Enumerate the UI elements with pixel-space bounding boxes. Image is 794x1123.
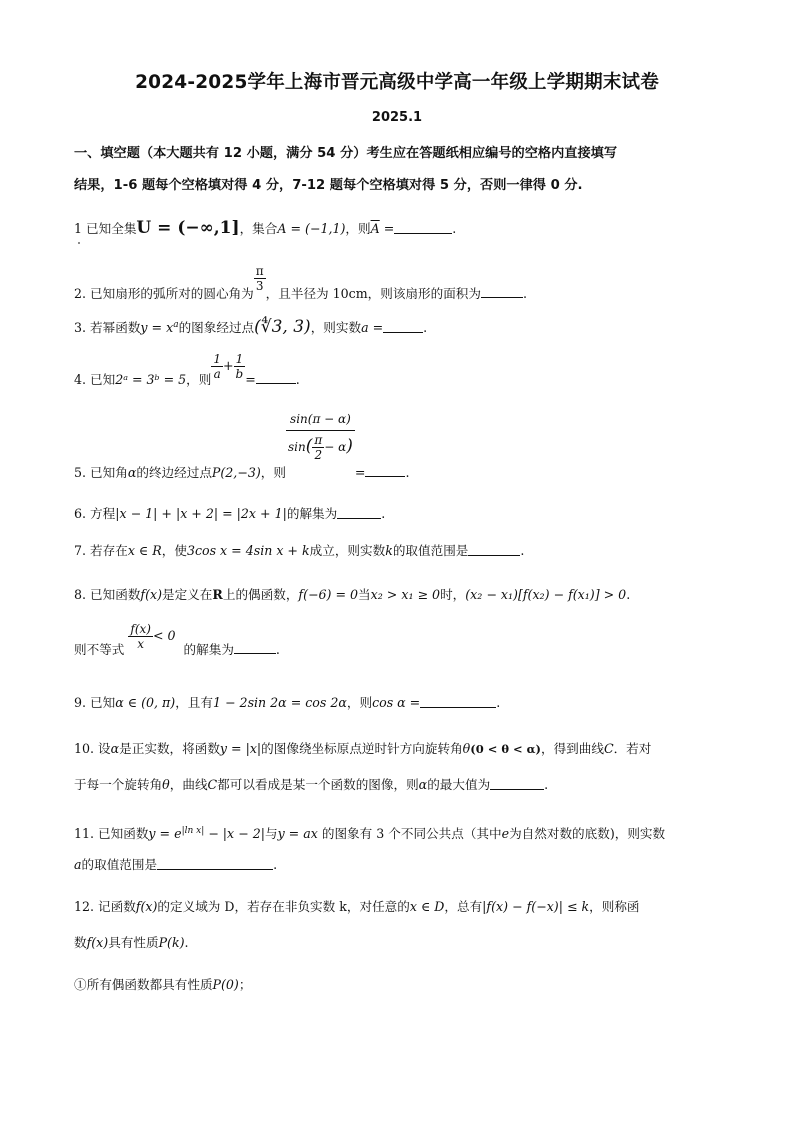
math-fraction [312, 433, 324, 462]
question-text: ，集合 [239, 221, 278, 236]
question-text: 数 [74, 935, 87, 950]
math-expression: y = |x| [219, 741, 262, 756]
question-12-line-2 [74, 934, 734, 952]
question-text: 是正实数，将函数 [119, 741, 220, 756]
math-symbol: k [385, 543, 393, 558]
math-function: sin [287, 440, 306, 454]
question-text: 成立，则实数 [309, 543, 386, 558]
question-text: 的解集为 [286, 506, 338, 521]
question-text: ，则称函 [589, 899, 640, 914]
section-line-2: 结果，1-6 题每个空格填对得 4 分，7-12 题每个空格填对得 5 分，否则一律得 0 分. [74, 178, 583, 193]
math-expression: x ∈ D [409, 899, 445, 914]
math-expression: α ∈ (0, π) [115, 695, 176, 710]
fraction-denominator: b [235, 367, 244, 381]
question-9 [74, 694, 734, 712]
math-expression: P(k) [158, 935, 185, 950]
question-text: 设 [98, 741, 111, 756]
question-4 [74, 352, 734, 389]
math-symbol: α [110, 741, 120, 756]
question-number: 1 [74, 221, 83, 236]
question-text: 已知全集 [86, 221, 137, 236]
math-expression: x ∈ R [127, 543, 162, 558]
answer-blank[interactable] [420, 695, 496, 708]
fraction-numerator: f(x) [130, 622, 151, 636]
question-11-line-2 [74, 856, 734, 874]
question-text: ，曲线 [169, 777, 208, 792]
question-10 [74, 740, 734, 758]
exam-title: 2024-2025学年上海市晋元高级中学高一年级上学期期末试卷 [135, 72, 659, 93]
math-operator: + [222, 358, 234, 373]
question-text: 是定义在 [162, 587, 213, 602]
answer-blank[interactable] [394, 221, 452, 234]
math-expression: a = [361, 320, 384, 336]
fraction-denominator: a [211, 366, 223, 381]
question-text: 都可以看成是某一个函数的图像，则 [217, 777, 419, 792]
question-text: 具有性质 [108, 935, 159, 950]
math-inequality: (x₂ − x₁)[f(x₂) − f(x₁)] > 0 [465, 587, 627, 602]
question-12 [74, 898, 734, 916]
math-symbol: a [74, 857, 82, 872]
question-number: 3. [74, 320, 87, 336]
exam-date: 2025.1 [371, 110, 423, 125]
math-expression: = [379, 221, 395, 236]
answer-blank[interactable] [365, 464, 405, 477]
fraction-numerator: 1 [213, 352, 221, 366]
question-text: 已知扇形的弧所对的圆心角为 [90, 286, 254, 301]
question-text: 的取值范围是 [392, 543, 469, 558]
fraction-denominator: sin( $\frac{\pi}{2}$ − α) [286, 430, 355, 462]
math-expression: U = (−∞,1] [136, 218, 240, 238]
answer-blank[interactable] [234, 641, 276, 654]
question-text: ，且有 [175, 695, 213, 710]
math-fraction [234, 352, 246, 381]
math-expression: f(x) [135, 899, 158, 914]
question-text: . [544, 777, 549, 792]
question-text: . [405, 465, 410, 480]
math-symbol: e [501, 826, 510, 842]
question-number: 2. [74, 286, 87, 301]
fraction-numerator: π [255, 264, 264, 278]
math-operator: < 0 [152, 628, 176, 643]
question-text: ，则 [346, 695, 373, 710]
question-text: 的解集为 [183, 642, 234, 657]
question-text: 已知 [90, 695, 116, 710]
question-text: ，则 [260, 465, 286, 480]
answer-blank[interactable] [481, 285, 523, 298]
question-text: 于每一个旋转角 [74, 777, 163, 792]
math-point: P(2,−3) [211, 465, 261, 480]
math-expression: P(0) [212, 977, 239, 992]
math-expression: cos α = [372, 695, 421, 710]
math-exponent: |ln x| [181, 826, 205, 836]
math-expression: − α [324, 440, 347, 454]
question-6 [74, 505, 734, 523]
fraction-denominator: 2 [312, 447, 324, 462]
math-expression: y = ax [277, 826, 318, 842]
question-text: ，且半径为 10cm，则该扇形的面积为 [265, 286, 481, 301]
math-fraction [286, 412, 355, 462]
question-number: 5. [74, 465, 87, 480]
question-text: 时， [440, 587, 466, 602]
question-text: . [423, 320, 428, 336]
question-3 [74, 316, 734, 337]
math-fraction [128, 622, 153, 651]
math-equation: 3cos x = 4sin x + k [186, 543, 310, 558]
math-equation: 1 − 2sin 2α = cos 2α [212, 695, 347, 710]
question-text: 上的偶函数， [222, 587, 299, 602]
question-text: ①所有偶函数都具有性质 [74, 977, 213, 992]
fraction-numerator: sin(π − α) [290, 412, 351, 426]
question-text: . [184, 935, 189, 950]
answer-blank[interactable] [490, 777, 544, 790]
question-text: 则不等式 [74, 642, 125, 657]
question-text: 记函数 [98, 899, 136, 914]
question-text: 的图象有 3 个不同公共点（其中 [317, 826, 502, 842]
math-expression: x₂ > x₁ ≥ 0 [370, 587, 441, 602]
question-text: ，则 [186, 372, 212, 387]
question-text: . [381, 506, 386, 521]
question-2 [74, 264, 734, 303]
math-symbol: α [418, 777, 428, 792]
question-text: 若幂函数 [90, 320, 141, 336]
question-text: 已知角 [90, 465, 128, 480]
math-symbol: R [212, 587, 223, 602]
question-8 [74, 586, 734, 604]
question-text: 已知函数 [98, 826, 149, 842]
math-expression: f(x) [140, 587, 163, 602]
question-text: . [275, 642, 280, 657]
math-expression: (0 < θ < α) [470, 742, 541, 756]
question-12-item-1 [74, 976, 734, 994]
math-symbol: α [127, 465, 137, 480]
question-text: 已知函数 [90, 587, 141, 602]
question-number: 7. [74, 543, 87, 558]
question-text: ，则 [345, 221, 371, 236]
math-expression: 2ᵃ = 3ᵇ = 5 [115, 372, 187, 387]
question-text: 为自然对数的底数)，则实数 [509, 826, 666, 842]
fraction-numerator: π [314, 433, 323, 447]
math-expression: − |x − 2| [204, 826, 265, 842]
question-number: 6. [74, 506, 87, 521]
question-text: . [523, 286, 528, 301]
math-complement: $\overline{A}$ [370, 221, 380, 236]
question-1 [74, 219, 734, 238]
question-text: . [520, 543, 525, 558]
question-text: 当 [358, 587, 371, 602]
math-operator: = [245, 372, 256, 387]
question-text: 若存在 [90, 543, 128, 558]
math-exponent: a [173, 320, 179, 330]
math-fraction [254, 264, 266, 293]
question-text: 的取值范围是 [81, 857, 158, 872]
question-text: ，则实数 [310, 320, 362, 336]
question-number: 12. [74, 899, 95, 914]
answer-blank[interactable] [468, 543, 520, 556]
question-number: 9. [74, 695, 87, 710]
math-symbol: C [603, 741, 614, 756]
question-10-line-2 [74, 776, 734, 794]
question-8-line-2 [74, 622, 734, 659]
math-equation: f(−6) = 0 [298, 587, 359, 602]
math-point: (∜3, 3) [254, 317, 311, 338]
answer-blank[interactable] [383, 320, 423, 333]
question-5 [74, 412, 734, 482]
math-expression: y = e [148, 826, 182, 842]
stray-mark [78, 242, 80, 244]
question-text: ，使 [161, 543, 187, 558]
question-11 [74, 822, 734, 843]
math-expression: y = x [140, 320, 174, 336]
question-text: 与 [264, 826, 278, 842]
question-text: ，总有 [444, 899, 483, 914]
question-text: . [496, 695, 501, 710]
answer-blank[interactable] [337, 506, 381, 519]
question-text: 已知 [90, 372, 116, 387]
math-fraction [211, 352, 223, 381]
fraction-denominator: 3 [254, 278, 266, 293]
question-text: 方程 [90, 506, 116, 521]
math-operator: = [354, 465, 366, 480]
question-text: . [452, 221, 457, 236]
section-instructions [74, 138, 734, 202]
answer-blank[interactable] [157, 857, 273, 870]
fraction-numerator: 1 [235, 352, 244, 366]
question-text: . [626, 587, 631, 602]
question-text: ．若对 [613, 741, 652, 756]
math-equation: |x − 1| + |x + 2| = |2x + 1| [115, 506, 287, 521]
question-text: ； [238, 977, 252, 992]
question-number: 8. [74, 587, 87, 602]
math-inequality: |f(x) − f(−x)| ≤ k [482, 899, 590, 914]
math-symbol: θ [162, 777, 170, 792]
question-text: 的图象经过点 [178, 320, 255, 336]
question-number: 4. [74, 372, 87, 387]
question-number: 11. [74, 826, 95, 842]
question-text: 的定义域为 D，若存在非负实数 k，对任意的 [157, 899, 410, 914]
section-line-1: 一、填空题（本大题共有 12 小题，满分 54 分）考生应在答题纸相应编号的空格内直接填写 [74, 146, 618, 161]
math-symbol: θ [462, 741, 471, 756]
question-text: 的终边经过点 [136, 465, 212, 480]
math-expression: f(x) [86, 935, 109, 950]
question-text: 的最大值为 [427, 777, 491, 792]
question-7 [74, 542, 734, 560]
question-text: 的图像绕坐标原点逆时针方向旋转角 [261, 741, 463, 756]
question-text: . [273, 857, 278, 872]
question-text: ，得到曲线 [540, 741, 604, 756]
answer-blank[interactable] [256, 371, 296, 384]
question-number: 10. [74, 741, 95, 756]
math-expression: A = (−1,1) [277, 221, 346, 236]
math-symbol: C [207, 777, 218, 792]
question-text: . [295, 372, 300, 387]
fraction-denominator: x [128, 636, 153, 651]
